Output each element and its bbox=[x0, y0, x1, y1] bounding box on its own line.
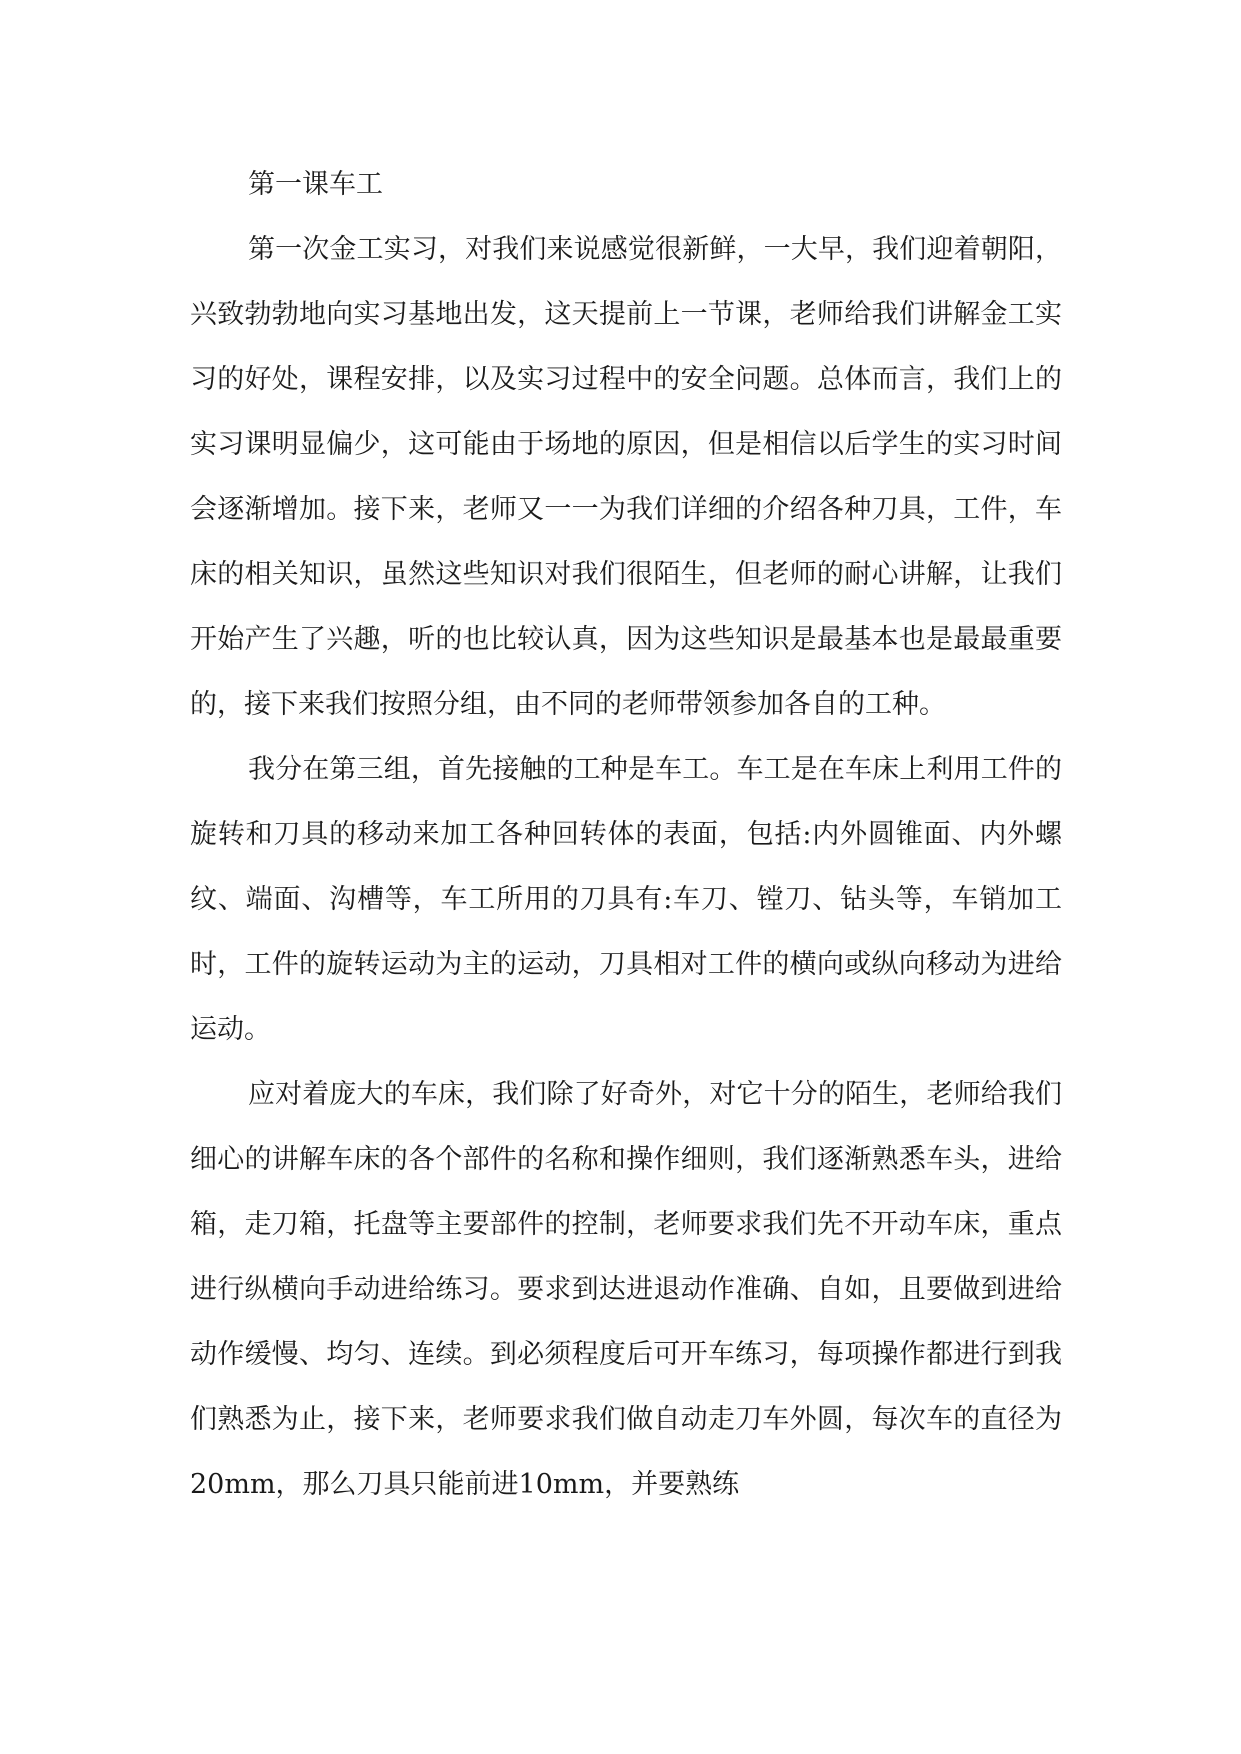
paragraph-lathe-work: 我分在第三组，首先接触的工种是车工。车工是在车床上利用工件的旋转和刀具的移动来加工各种回转体的表面，包括:内外圆锥面、内外螺纹、端面、沟槽等，车工所用的刀具有:车刀、镗刀、钻头等，车销加工时，工件的旋转运动为主的运动，刀具相对工件的横向或纵向移动为进给运动。 bbox=[190, 754, 1062, 1045]
paragraph-lathe-practice: 应对着庞大的车床，我们除了好奇外，对它十分的陌生，老师给我们细心的讲解车床的各个部件的名称和操作细则，我们逐渐熟悉车头，进给箱，走刀箱，托盘等主要部件的控制，老师要求我们先不开动车床，重点进行纵横向手动进给练习。要求到达进退动作准确、自如，且要做到进给动作缓慢、均匀、连续。到必须程度后可开车练习，每项操作都进行到我们熟悉为止，接下来，老师要求我们做自动走刀车外圆，每次车的直径为20mm，那么刀具只能前进10mm，并要熟练 bbox=[190, 1079, 1062, 1500]
section-heading: 第一课车工 bbox=[248, 169, 383, 200]
document-body bbox=[190, 152, 1062, 1517]
paragraph-intro: 第一次金工实习，对我们来说感觉很新鲜，一大早，我们迎着朝阳，兴致勃勃地向实习基地出发，这天提前上一节课，老师给我们讲解金工实习的好处，课程安排，以及实习过程中的安全问题。总体而言，我们上的实习课明显偏少，这可能由于场地的原因，但是相信以后学生的实习时间会逐渐增加。接下来，老师又一一为我们详细的介绍各种刀具，工件，车床的相关知识，虽然这些知识对我们很陌生，但老师的耐心讲解，让我们开始产生了兴趣，听的也比较认真，因为这些知识是最基本也是最最重要的，接下来我们按照分组，由不同的老师带领参加各自的工种。 bbox=[190, 234, 1062, 720]
